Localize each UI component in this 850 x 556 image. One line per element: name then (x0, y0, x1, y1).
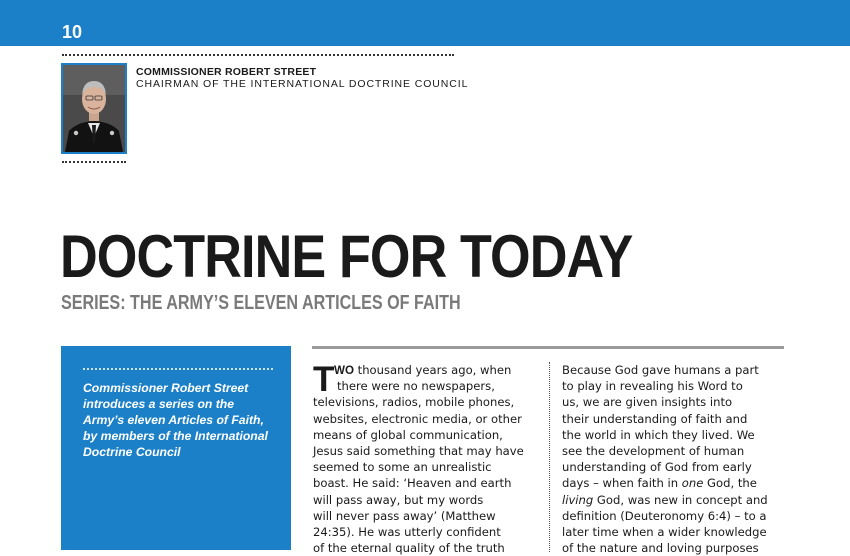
body-column-2 (562, 362, 787, 556)
body-line: means of global communication, (313, 427, 503, 442)
author-portrait-image (63, 65, 125, 152)
emphasis-living: living (562, 492, 594, 507)
body-line: us, we are given insights into (562, 395, 733, 410)
drop-cap: T (313, 360, 335, 399)
body-line: living God, was new in concept and (562, 492, 768, 507)
body-line: will pass away, but my words (313, 492, 484, 507)
body-line: understanding of God from early (562, 460, 752, 475)
body-line: to play in revealing his Word to (562, 379, 743, 394)
body-line: Jesus said something that may have (313, 443, 524, 458)
body-line: of the nature and loving purposes (562, 541, 759, 556)
body-line: boast. He said: ‘Heaven and earth (313, 476, 512, 491)
body-line: televisions, radios, mobile phones, (313, 395, 515, 410)
body-line: days – when faith in one God, the (562, 476, 757, 491)
page-number: 10 (62, 22, 83, 42)
body-line: see the development of human (562, 443, 745, 458)
body-line: definition (Deuteronomy 6:4) – to a (562, 508, 767, 523)
body-line: will never pass away’ (Matthew (313, 508, 496, 523)
body-column-1 (313, 362, 538, 556)
body-line: the world in which they lived. We (562, 427, 755, 442)
subheadline: SERIES: THE ARMY’S ELEVEN ARTICLES OF FAITH (61, 292, 461, 314)
column-top-rule (312, 346, 784, 349)
body-line: seemed to some an unrealistic (313, 460, 492, 475)
body-line: later time when a wider knowledge (562, 524, 767, 539)
author-photo (61, 63, 127, 154)
body-line: of the eternal quality of the truth (313, 541, 505, 556)
intro-text: Commissioner Robert Street introduces a series on the Army’s eleven Articles of Faith, by members of the International Doctrine Council (83, 381, 268, 459)
body-line: WO thousand years ago, when (334, 363, 512, 377)
photo-dotted-rule (62, 161, 126, 163)
intro-dotted-rule (83, 368, 273, 370)
emphasis-one: one (681, 476, 704, 491)
lead-in: WO (334, 364, 354, 377)
body-line: websites, electronic media, or other (313, 411, 522, 426)
body-line: there were no newspapers, (337, 379, 495, 394)
body-line: 24:35). He was utterly confident (313, 524, 501, 539)
author-dotted-rule (62, 54, 454, 56)
author-title: CHAIRMAN OF THE INTERNATIONAL DOCTRINE COUNCIL (136, 78, 469, 90)
column-divider (549, 362, 550, 552)
body-line: Because God gave humans a part (562, 363, 759, 377)
body-line: their understanding of faith and (562, 411, 748, 426)
author-name: COMMISSIONER ROBERT STREET (136, 66, 317, 78)
top-color-bar (0, 0, 850, 46)
headline: DOCTRINE FOR TODAY (60, 223, 633, 290)
